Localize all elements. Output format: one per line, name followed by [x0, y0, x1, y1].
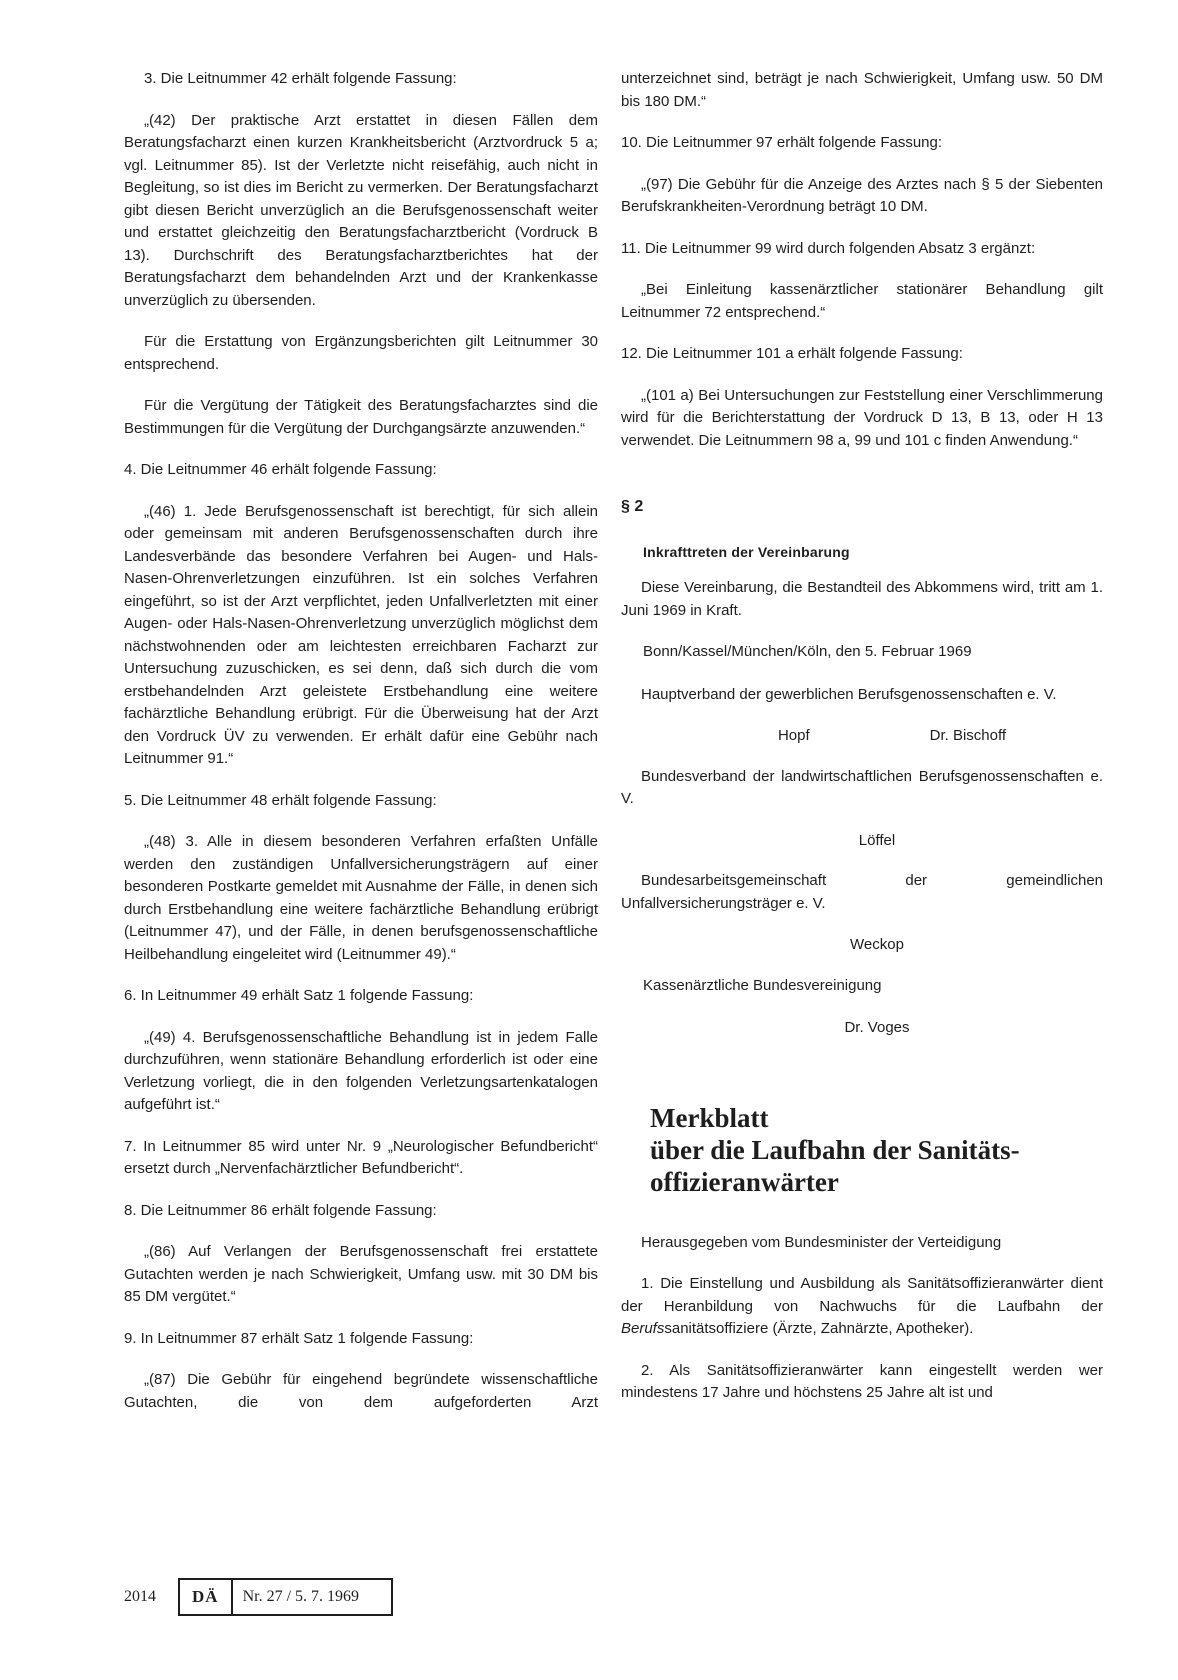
leitnummer-101a-text: „(101 a) Bei Untersuchungen zur Feststellung einer Verschlimmerung wird für die Berichterstattung der Vordruck D 13, B 13, oder H 13 verwendet. Die Leitnummern 98 a, 99 und 101 c finden Anwendung.“ — [621, 386, 1103, 449]
signatory-org-3: Bundesarbeitsgemeinschaft der gemeindlichen Unfallversicherungsträger e. V. — [621, 872, 1103, 912]
signatory-org-1: Hauptverband der gewerblichen Berufsgenossenschaften e. V. — [641, 685, 1057, 703]
item-5-heading: 5. Die Leitnummer 48 erhält folgende Fassung: — [124, 791, 437, 809]
page-footer — [124, 1578, 393, 1616]
leitnummer-86-text: „(86) Auf Verlangen der Berufsgenossenschaft frei erstattete Gutachten werden je nach Schwierigkeit, Umfang usw. mit 30 DM bis 85 DM vergütet.“ — [124, 1243, 598, 1305]
item-8-heading: 8. Die Leitnummer 86 erhält folgende Fassung: — [124, 1201, 437, 1219]
paragraph: Für die Erstattung von Ergänzungsberichten gilt Leitnummer 30 entsprechend. — [124, 333, 598, 373]
article-title — [650, 1102, 1103, 1198]
item-10-heading: 10. Die Leitnummer 97 erhält folgende Fassung: — [621, 134, 943, 151]
leitnummer-87-text: „(87) Die Gebühr für eingehend begründete wissenschaftliche Gutachten, die von dem aufgeforderten Arzt — [124, 1371, 598, 1411]
signature-name: Löffel — [858, 831, 896, 849]
leitnummer-87-continuation: unterzeichnet sind, beträgt je nach Schwierigkeit, Umfang usw. 50 DM bis 180 DM.“ — [621, 70, 1103, 110]
article-title-line: über die Laufbahn der Sanitäts- — [650, 1134, 1020, 1165]
item-9-heading: 9. In Leitnummer 87 erhält Satz 1 folgende Fassung: — [124, 1329, 474, 1347]
publisher-line: Herausgegeben vom Bundesminister der Verteidigung — [641, 1233, 1002, 1251]
leitnummer-42-text: „(42) Der praktische Arzt erstattet in diesen Fällen dem Beratungsfacharzt einen kurzen Krankheitsbericht (Arztvordruck 5 a; vgl. Leitnummer 85). Ist der Verletzte nicht reisefähig, auch nicht in Begleitung, so ist dies im Bericht zu vermerken. Der Beratungsfacharzt gibt diesen Bericht unverzüglich an die Berufsgenossenschaft weiter und erstattet gleichzeitig den Beratungsfacharztbericht (Vordruck B 13). Durchschrift des Beratungsfacharztberichtes hat der Beratungsfacharzt dem behandelnden Arzt und der Krankenkasse unverzüglich zu übersenden. — [124, 111, 598, 309]
article-paragraph-1 — [621, 1273, 1103, 1341]
signatory-org-4: Kassenärztliche Bundesvereinigung — [643, 976, 882, 994]
leitnummer-49-text: „(49) 4. Berufsgenossenschaftliche Behandlung ist in jedem Falle durchzuführen, wenn stationäre Behandlung erforderlich ist oder eine Verletzung vorliegt, die in den folgenden Verletzungsartenkatalogen aufgeführt ist.“ — [124, 1028, 598, 1113]
signature-row-1 — [621, 725, 1103, 748]
signature-name: Weckop — [850, 936, 904, 953]
page-number: 2014 — [124, 1588, 156, 1605]
item-6-heading: 6. In Leitnummer 49 erhält Satz 1 folgende Fassung: — [124, 987, 474, 1004]
right-column — [621, 68, 1103, 1424]
leitnummer-99-text: „Bei Einleitung kassenärztlicher stationärer Behandlung gilt Leitnummer 72 entsprechend.“ — [621, 281, 1103, 321]
signatory-org-2: Bundesverband der landwirtschaftlichen Berufsgenossenschaften e. V. — [621, 767, 1103, 807]
section-heading: § 2 — [621, 498, 644, 515]
journal-abbreviation: DÄ — [180, 1580, 233, 1614]
item-3-heading: 3. Die Leitnummer 42 erhält folgende Fassung: — [144, 70, 457, 87]
item-12-heading: 12. Die Leitnummer 101 a erhält folgende Fassung: — [621, 345, 963, 362]
leitnummer-97-text: „(97) Die Gebühr für die Anzeige des Arztes nach § 5 der Siebenten Berufskrankheiten-Verordnung beträgt 10 DM. — [621, 175, 1103, 215]
article-title-line: Merkblatt — [650, 1102, 769, 1133]
item-7-text: 7. In Leitnummer 85 wird unter Nr. 9 „Neurologischer Befundbericht“ ersetzt durch „Nervenfachärztlicher Befundbericht“. — [124, 1137, 598, 1177]
paragraph: Für die Vergütung der Tätigkeit des Beratungsfacharztes sind die Bestimmungen für die Vergütung der Durchgangsärzte anzuwenden.“ — [124, 397, 598, 437]
emphasis: Berufs — [621, 1320, 665, 1337]
leitnummer-48-text: „(48) 3. Alle in diesem besonderen Verfahren erfaßten Unfälle werden den zuständigen Unfallversicherungsträgern auf einer besonderen Postkarte gemeldet mit Ausnahme der Fälle, in denen sich durch Erstbehandlung eine weitere fachärztliche Behandlung erübrigt (Leitnummer 47), und der Fälle, in denen berufsgenossenschaftliche Heilbehandlung eingeleitet wird (Leitnummer 49).“ — [124, 833, 598, 963]
text-span: 1. Die Einstellung und Ausbildung als Sanitätsoffizieranwärter dient der Heranbildung von Nachwuchs für die Laufbahn der — [621, 1275, 1103, 1315]
journal-box — [178, 1578, 393, 1616]
leitnummer-46-text: „(46) 1. Jede Berufsgenossenschaft ist berechtigt, für sich allein oder gemeinsam mit anderen Berufsgenossenschaften durch ihre Landesverbände das besondere Verfahren bei Augen- und Hals-Nasen-Ohrenverletzungen einzuführen. Ist ein solches Verfahren eingeführt, so ist der Arzt verpflichtet, jeden Unfallverletzten mit einer Augen- oder Hals-Nasen-Ohrenverletzung unverzüglich möglichst dem nächstwohnenden oder am leichtesten erreichbaren Facharzt zur Untersuchung zuzuschicken, es sei denn, daß sich durch die vom erstbehandelnden Arzt geleistete Erstbehandlung eine weitere fachärztliche Behandlung erübrigt. Für die Überweisung hat der Arzt den Vordruck ÜV zu verwenden. Er erhält dafür eine Gebühr nach Leitnummer 91.“ — [124, 502, 598, 767]
text-span: sanitätsoffiziere (Ärzte, Zahnärzte, Apotheker). — [664, 1320, 974, 1337]
section-title: Inkrafttreten der Vereinbarung — [643, 543, 850, 560]
article-paragraph-2: 2. Als Sanitätsoffizieranwärter kann eingestellt werden wer mindestens 17 Jahre und höchstens 25 Jahre alt ist und — [621, 1361, 1103, 1401]
place-date: Bonn/Kassel/München/Köln, den 5. Februar 1969 — [643, 643, 972, 660]
item-4-heading: 4. Die Leitnummer 46 erhält folgende Fassung: — [124, 461, 437, 478]
left-column — [124, 68, 598, 1433]
signature-name: Dr. Voges — [844, 1019, 910, 1036]
signature-name: Hopf — [777, 727, 810, 744]
effective-date-text: Diese Vereinbarung, die Bestandteil des Abkommens wird, tritt am 1. Juni 1969 in Kraft. — [621, 579, 1103, 619]
signature-name: Dr. Bischoff — [929, 727, 1007, 744]
issue-info: Nr. 27 / 5. 7. 1969 — [242, 1588, 360, 1605]
item-11-heading: 11. Die Leitnummer 99 wird durch folgenden Absatz 3 ergänzt: — [621, 239, 1036, 257]
article-title-line: offizieranwärter — [650, 1166, 839, 1197]
